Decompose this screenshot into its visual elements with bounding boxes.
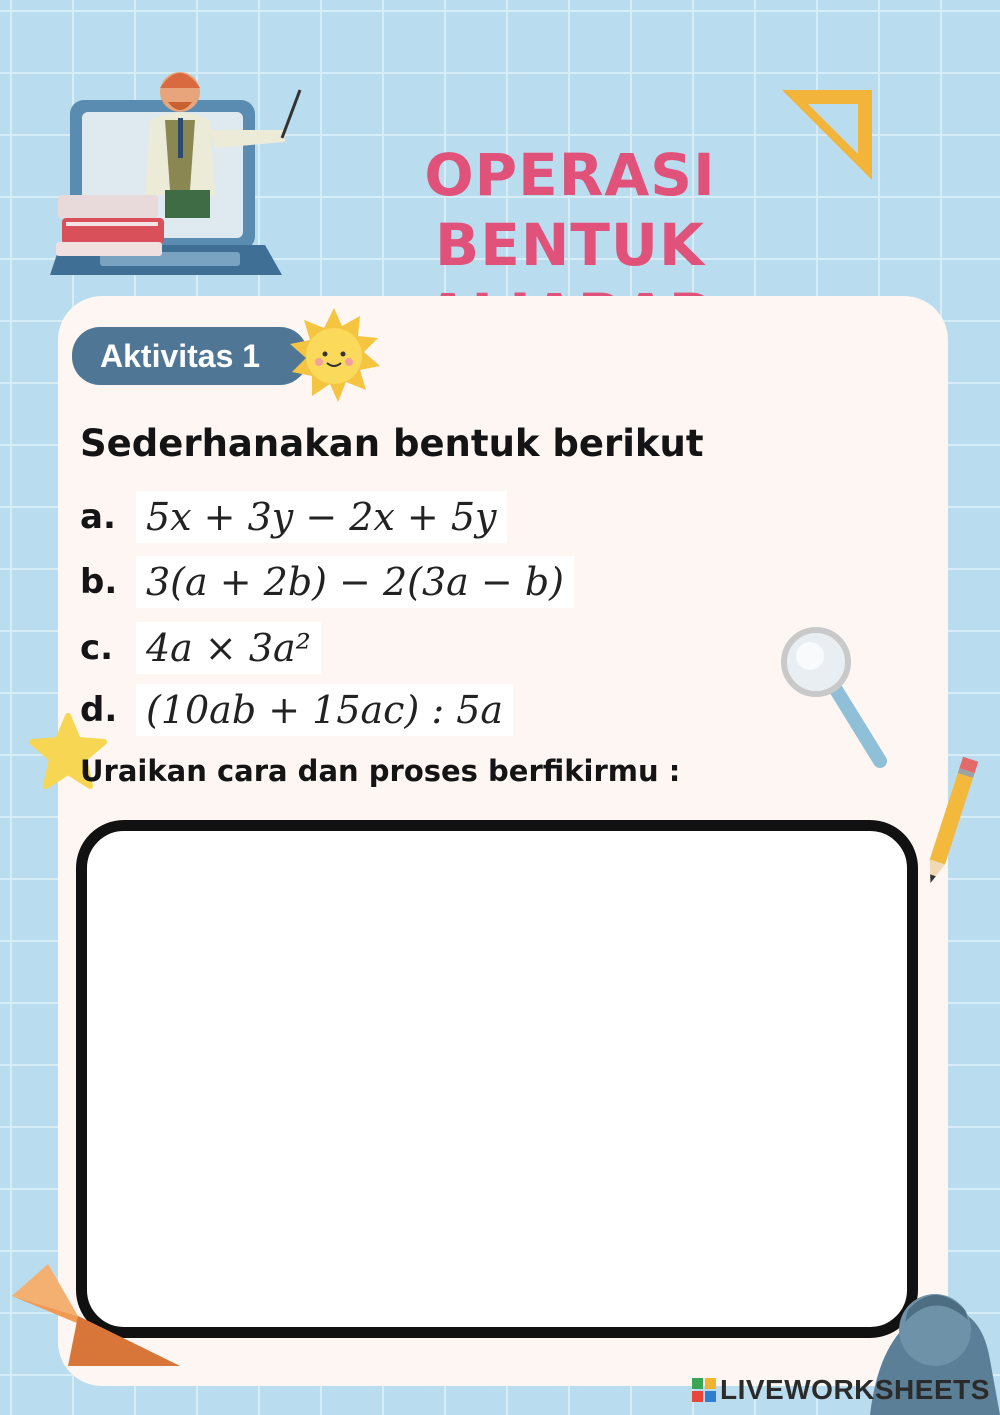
problem-expression: 3(a + 2b) − 2(3a − b) — [136, 556, 574, 608]
liveworksheets-logo-icon — [692, 1378, 716, 1402]
instruction-heading: Sederhanakan bentuk berikut — [80, 422, 704, 465]
problem-expression: (10ab + 15ac) : 5a — [136, 684, 513, 736]
problem-expression: 5x + 3y − 2x + 5y — [136, 491, 507, 543]
paper-plane-icon — [8, 1256, 188, 1376]
problem-label: d. — [80, 690, 118, 730]
activity-badge: Aktivitas 1 — [72, 327, 308, 385]
answer-box[interactable] — [76, 820, 918, 1338]
problem-expression: 4a × 3a² — [136, 622, 321, 674]
magnifying-glass-icon — [780, 626, 895, 771]
problem-label: b. — [80, 562, 118, 602]
teacher-laptop-illustration — [50, 60, 310, 290]
problem-label: c. — [80, 628, 114, 668]
answer-prompt: Uraikan cara dan proses berfikirmu : — [80, 754, 681, 788]
liveworksheets-watermark — [692, 1374, 990, 1406]
sun-icon — [284, 306, 384, 406]
watermark-text: LIVEWORKSHEETS — [720, 1374, 990, 1405]
problem-label: a. — [80, 497, 116, 537]
pencil-icon — [920, 756, 980, 891]
title-line-1: OPERASI BENTUK — [424, 141, 716, 279]
